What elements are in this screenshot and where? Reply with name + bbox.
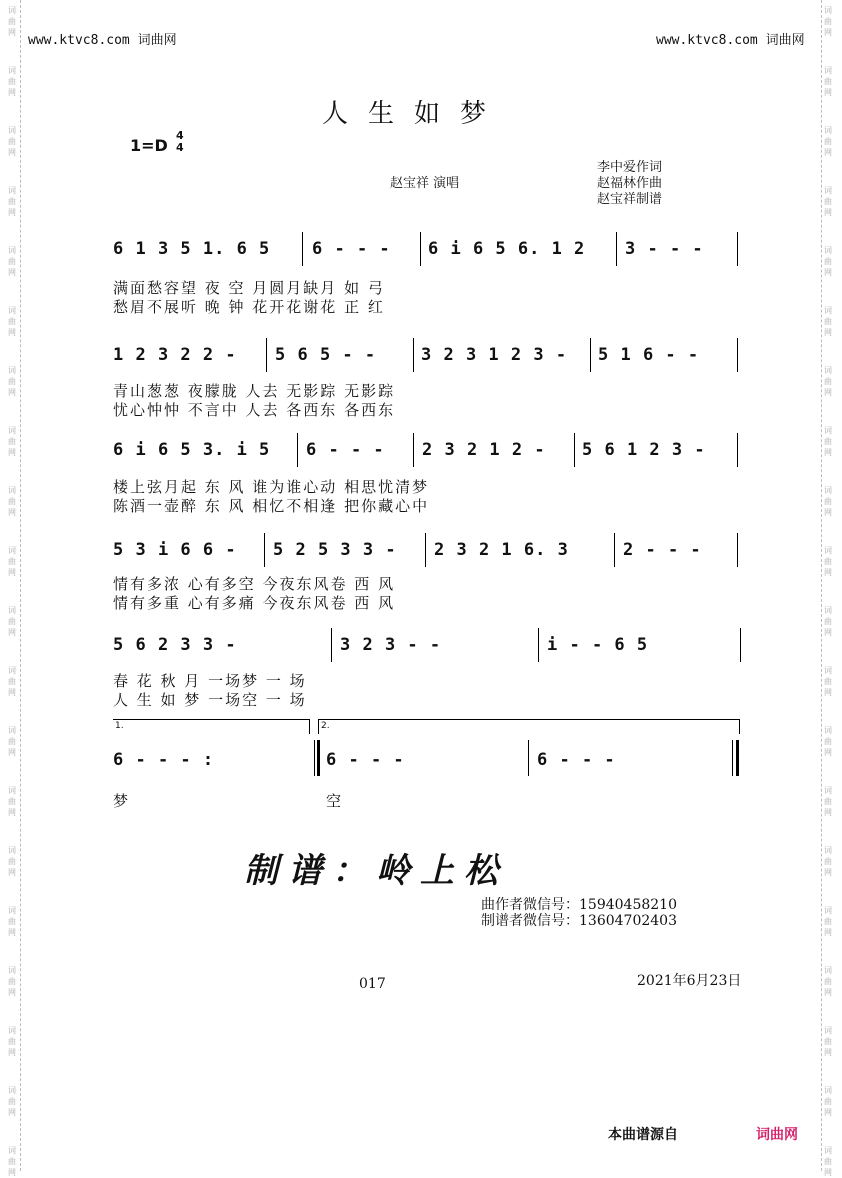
- barline: [740, 628, 741, 662]
- barline: [331, 628, 332, 662]
- side-watermark-text: 词 曲 网: [824, 1026, 832, 1057]
- side-watermark-text: 词 曲 网: [8, 366, 16, 397]
- second-ending-label: 2.: [321, 721, 330, 731]
- barline: [302, 232, 303, 266]
- repeat-barline-thick: [317, 740, 320, 776]
- side-watermark-text: 词 曲 网: [8, 786, 16, 817]
- side-watermark-text: 词 曲 网: [824, 606, 832, 637]
- side-watermark-text: 词 曲 网: [8, 66, 16, 97]
- source-label: 本曲谱源自: [608, 1127, 678, 1143]
- barline: [737, 533, 738, 567]
- lyrics-s3-v1: 楼上弦月起 东 风 谁为谁心动 相思忧清梦: [113, 478, 430, 496]
- side-watermark-text: 词 曲 网: [824, 306, 832, 337]
- lyrics-s2-v1: 青山葱葱 夜朦胧 人去 无影踪 无影踪: [113, 382, 396, 400]
- side-watermark-text: 词 曲 网: [8, 6, 16, 37]
- side-watermark-text: 词 曲 网: [8, 966, 16, 997]
- side-watermark-text: 词 曲 网: [824, 66, 832, 97]
- side-watermark-text: 词 曲 网: [824, 906, 832, 937]
- barline: [420, 232, 421, 266]
- side-watermark-text: 词 曲 网: [8, 726, 16, 757]
- notes-s2-m2: 5 6 5 - -: [275, 345, 377, 365]
- notes-s3-m3: 2 3 2 1 2 -: [422, 440, 546, 460]
- side-watermark-text: 词 曲 网: [824, 1146, 832, 1177]
- lyrics-s6-first-ending: 梦: [113, 792, 131, 810]
- notes-s3-m1: 6 i 6 5 3. i 5: [113, 440, 271, 460]
- side-watermark-text: 词 曲 网: [824, 786, 832, 817]
- side-watermark-text: 词 曲 网: [824, 6, 832, 37]
- notes-s3-m4: 5 6 1 2 3 -: [582, 440, 706, 460]
- time-top: 4: [176, 129, 184, 142]
- notes-s5-m1: 5 6 2 3 3 -: [113, 635, 237, 655]
- lyricist-credit: 李中爱作词: [597, 160, 663, 175]
- barline: [614, 533, 615, 567]
- singer: 赵宝祥 演唱: [390, 176, 460, 191]
- first-ending-bracket: [113, 719, 310, 734]
- side-watermark-text: 词 曲 网: [824, 486, 832, 517]
- credits: [597, 160, 662, 208]
- arranger-wechat: 制谱者微信号：13604702403: [481, 913, 677, 929]
- time-bottom: 4: [176, 141, 184, 154]
- notes-s1-m4: 3 - - -: [625, 239, 704, 259]
- lyrics-s4-v1: 情有多浓 心有多空 今夜东风卷 西 风: [113, 575, 396, 593]
- site-header-left[interactable]: www.ktvc8.com 词曲网: [28, 33, 177, 48]
- notes-s3-m2: 6 - - -: [306, 440, 385, 460]
- side-watermark-text: 词 曲 网: [8, 1026, 16, 1057]
- barline: [590, 338, 591, 372]
- barline: [737, 433, 738, 467]
- side-watermark-text: 词 曲 网: [8, 906, 16, 937]
- side-watermark-text: 词 曲 网: [8, 1146, 16, 1177]
- side-watermark-text: 词 曲 网: [8, 546, 16, 577]
- lyrics-s1-v2: 愁眉不展听 晚 钟 花开花谢花 正 红: [113, 298, 385, 316]
- brand-link[interactable]: 词曲网: [756, 1127, 798, 1143]
- lyrics-s3-v2: 陈酒一壶醉 东 风 相忆不相逢 把你藏心中: [113, 497, 430, 515]
- arranger-signature: 制谱：岭上松: [244, 851, 508, 891]
- composer-credit: 赵福林作曲: [597, 176, 663, 191]
- second-ending-bracket: [318, 719, 740, 734]
- side-watermark-text: 词 曲 网: [824, 846, 832, 877]
- site-header-right[interactable]: www.ktvc8.com 词曲网: [656, 33, 805, 48]
- side-watermark-text: 词 曲 网: [8, 606, 16, 637]
- first-ending-label: 1.: [115, 721, 124, 731]
- notes-s2-m3: 3 2 3 1 2 3 -: [421, 345, 568, 365]
- side-watermark-text: 词 曲 网: [824, 246, 832, 277]
- barline: [413, 433, 414, 467]
- page-number: 017: [359, 976, 386, 992]
- side-watermark-text: 词 曲 网: [824, 126, 832, 157]
- lyrics-s4-v2: 情有多重 心有多痛 今夜东风卷 西 风: [113, 594, 396, 612]
- barline: [528, 740, 529, 776]
- song-title: 人生如梦: [322, 99, 507, 129]
- lyrics-s2-v2: 忧心忡忡 不言中 人去 各西东 各西东: [113, 401, 396, 419]
- final-barline-thin: [732, 740, 733, 776]
- notes-s2-m4: 5 1 6 - -: [598, 345, 700, 365]
- side-watermark-text: 词 曲 网: [8, 426, 16, 457]
- notes-s4-m2: 5 2 5 3 3 -: [273, 540, 397, 560]
- notes-s6-m1: 6 - - - :: [113, 750, 215, 770]
- notes-s4-m3: 2 3 2 1 6. 3: [434, 540, 569, 560]
- side-watermark-text: 词 曲 网: [8, 486, 16, 517]
- notes-s5-m2: 3 2 3 - -: [340, 635, 442, 655]
- notes-s1-m1: 6 1 3 5 1. 6 5: [113, 239, 271, 259]
- lyrics-s1-v1: 满面愁容望 夜 空 月圆月缺月 如 弓: [113, 279, 385, 297]
- side-watermark-text: 词 曲 网: [824, 666, 832, 697]
- side-watermark-text: 词 曲 网: [824, 726, 832, 757]
- barline: [266, 338, 267, 372]
- side-watermark-text: 词 曲 网: [8, 126, 16, 157]
- side-watermark-text: 词 曲 网: [824, 426, 832, 457]
- barline: [737, 338, 738, 372]
- barline: [425, 533, 426, 567]
- final-barline-thick: [736, 740, 739, 776]
- repeat-barline: [314, 740, 315, 776]
- side-watermark-text: 词 曲 网: [824, 1086, 832, 1117]
- notes-s6-m3: 6 - - -: [537, 750, 616, 770]
- notes-s4-m1: 5 3 i 6 6 -: [113, 540, 237, 560]
- lyrics-s5-v1: 春 花 秋 月 一场梦 一 场: [113, 672, 307, 690]
- side-watermark-text: 词 曲 网: [8, 186, 16, 217]
- composer-wechat: 曲作者微信号：15940458210: [481, 897, 677, 913]
- barline: [574, 433, 575, 467]
- side-watermark-text: 词 曲 网: [824, 966, 832, 997]
- notes-s1-m3: 6 i 6 5 6. 1 2: [428, 239, 586, 259]
- notes-s5-m3: i - - 6 5: [547, 635, 649, 655]
- time-signature: [176, 130, 184, 154]
- lyrics-s6-second-ending: 空: [326, 792, 344, 810]
- side-watermark-text: 词 曲 网: [824, 366, 832, 397]
- side-watermark-text: 词 曲 网: [8, 306, 16, 337]
- side-watermark-text: 词 曲 网: [8, 1086, 16, 1117]
- notes-s1-m2: 6 - - -: [312, 239, 391, 259]
- side-watermark-text: 词 曲 网: [824, 546, 832, 577]
- arranger-credit: 赵宝祥制谱: [597, 192, 663, 207]
- barline: [538, 628, 539, 662]
- lyrics-s5-v2: 人 生 如 梦 一场空 一 场: [113, 691, 307, 709]
- barline: [413, 338, 414, 372]
- key-signature: 1=D: [130, 136, 168, 155]
- barline: [616, 232, 617, 266]
- barline: [264, 533, 265, 567]
- publish-date: 2021年6月23日: [637, 973, 742, 989]
- barline: [297, 433, 298, 467]
- notes-s6-m2: 6 - - -: [326, 750, 405, 770]
- side-watermark-text: 词 曲 网: [8, 666, 16, 697]
- notes-s4-m4: 2 - - -: [623, 540, 702, 560]
- side-watermark-text: 词 曲 网: [824, 186, 832, 217]
- barline: [737, 232, 738, 266]
- side-watermark-text: 词 曲 网: [8, 846, 16, 877]
- notes-s2-m1: 1 2 3 2 2 -: [113, 345, 237, 365]
- side-watermark-text: 词 曲 网: [8, 246, 16, 277]
